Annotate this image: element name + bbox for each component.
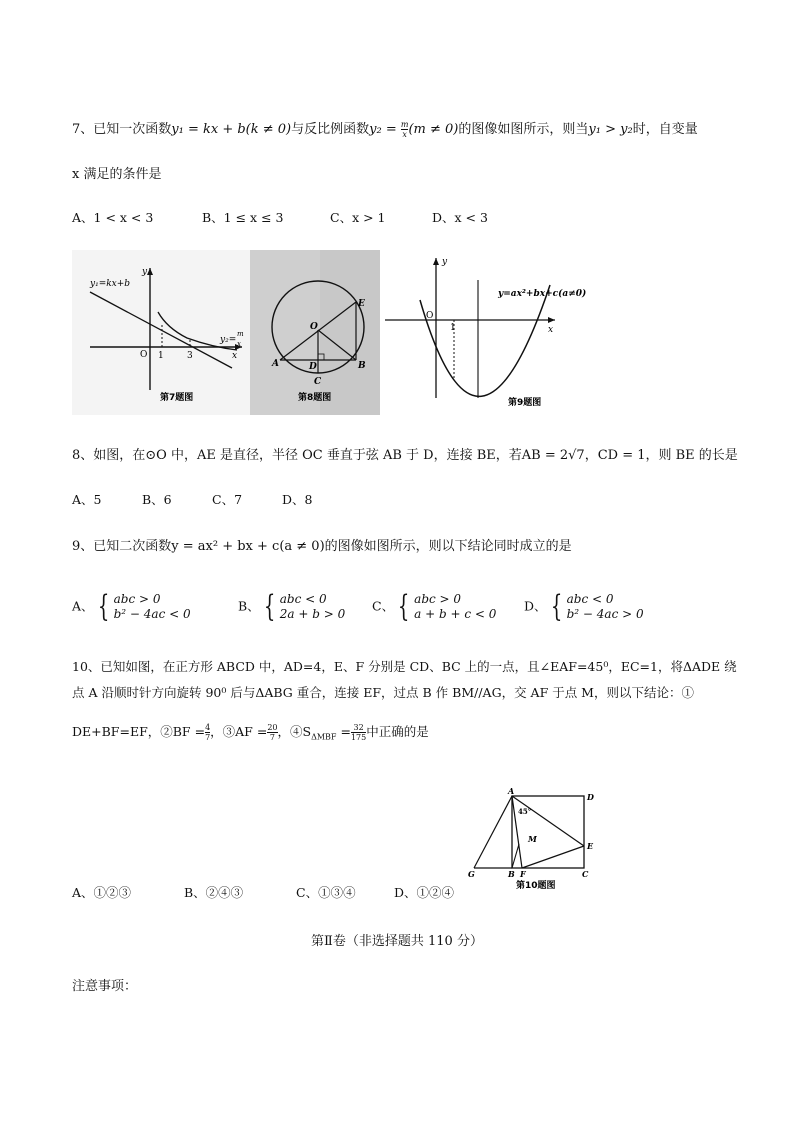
notes-title: 注意事项：	[72, 979, 138, 994]
q7-stem-line2: x 满足的条件是	[72, 167, 162, 182]
figure-8	[250, 250, 380, 415]
svg-text:C: C	[314, 377, 322, 387]
svg-text:B: B	[358, 361, 366, 371]
fig9-parabola	[420, 285, 550, 396]
q10-option-c: C、①③④	[296, 885, 356, 900]
q10-stem-line3: DE+BF=EF，②BF = $\frac{4}{7}$ ，③AF = $\frac{20}{7}$ ，$④S_{\Delta MBF}$ = $\frac{32}{175}$ 中正确的是	[72, 723, 429, 742]
svg-text:y: y	[142, 267, 148, 277]
svg-text:E: E	[358, 299, 365, 309]
fig9-equation: y=ax²+bx+c(a≠0)	[498, 289, 587, 299]
q8-option-b: B、6	[142, 492, 172, 507]
q9-option-c: C、 { abc > 0 a + b + c < 0	[372, 589, 497, 624]
q9-option-d: D、 { abc < 0 b² − 4ac > 0	[524, 589, 644, 624]
svg-text:A: A	[508, 786, 515, 796]
svg-text:3: 3	[187, 351, 193, 361]
svg-text:F: F	[520, 869, 526, 879]
fig7-label-y1: y₁=kx+b	[90, 279, 131, 289]
svg-text:m: m	[237, 330, 244, 338]
figure-10	[462, 784, 607, 894]
q7-stem: 7、已知一次函数y₁ = kx + b(k ≠ 0)与反比例函数y₂ = $\frac{m}{x}$ (m ≠ 0)的图像如图所示，则当y₁ > y₂时，自变量	[72, 120, 698, 139]
q8-option-a: A、5	[72, 492, 102, 507]
fig10-caption: 第10题图	[516, 881, 556, 891]
fig7-caption: 第7题图	[160, 393, 194, 403]
svg-text:x: x	[548, 325, 554, 335]
svg-text:O: O	[140, 350, 148, 360]
svg-text:D: D	[309, 362, 317, 372]
svg-text:1: 1	[158, 351, 164, 361]
q10-option-d: D、①②④	[394, 885, 455, 900]
svg-text:A: A	[272, 359, 279, 369]
figure-7	[72, 250, 250, 415]
q8-option-c: C、7	[212, 492, 243, 507]
q7-option-c: C、x > 1	[330, 210, 386, 225]
svg-text:D: D	[587, 792, 594, 802]
svg-text:y: y	[442, 257, 448, 267]
svg-text:O: O	[426, 311, 434, 321]
svg-text:M: M	[528, 834, 537, 844]
svg-text:E: E	[587, 841, 594, 851]
svg-text:O: O	[310, 322, 318, 332]
svg-text:x: x	[237, 340, 241, 348]
q10-option-a: A、①②③	[72, 885, 132, 900]
fig8-caption: 第8题图	[298, 393, 332, 403]
q8-stem: 8、如图，在⊙O 中，AE 是直径，半径 OC 垂直于弦 AB 于 D，连接 BE，若AB = 2√7，CD = 1，则 BE 的长是	[72, 448, 738, 463]
q10-option-b: B、②④③	[184, 885, 244, 900]
fig7-label-y2: y₂=	[220, 335, 237, 345]
section-2-title: 第Ⅱ卷（非选择题共 110 分）	[311, 934, 483, 949]
q7-option-a: A、1 < x < 3	[72, 210, 154, 225]
q10-stem-line1: 10、已知如图，在正方形 ABCD 中，AD=4，E、F 分别是 CD、BC 上的一点，且∠EAF=45⁰，EC=1，将ΔADE 绕	[72, 659, 737, 674]
q7-fraction: $\frac{m}{x}$	[400, 120, 409, 139]
q7-option-d: D、x < 3	[432, 210, 488, 225]
q9-stem: 9、已知二次函数y = ax² + bx + c(a ≠ 0)的图像如图所示，则以下结论同时成立的是	[72, 539, 572, 554]
svg-text:45°: 45°	[518, 807, 532, 816]
svg-text:C: C	[582, 869, 589, 879]
svg-text:1: 1	[450, 323, 456, 333]
q7-option-b: B、1 ≤ x ≤ 3	[202, 210, 284, 225]
svg-text:x: x	[232, 351, 238, 361]
q9-option-a: A、 { abc > 0 b² − 4ac < 0	[72, 589, 191, 624]
svg-text:G: G	[468, 869, 475, 879]
q9-option-b: B、 { abc < 0 2a + b > 0	[238, 589, 346, 624]
svg-text:B: B	[508, 869, 515, 879]
q8-option-d: D、8	[282, 492, 313, 507]
q10-stem-line2: 点 A 沿顺时针方向旋转 90⁰ 后与ΔABG 重合，连接 EF，过点 B 作 BM//AG，交 AF 于点 M，则以下结论：①	[72, 685, 694, 700]
fig9-caption: 第9题图	[508, 398, 542, 408]
figure-9	[380, 250, 630, 415]
